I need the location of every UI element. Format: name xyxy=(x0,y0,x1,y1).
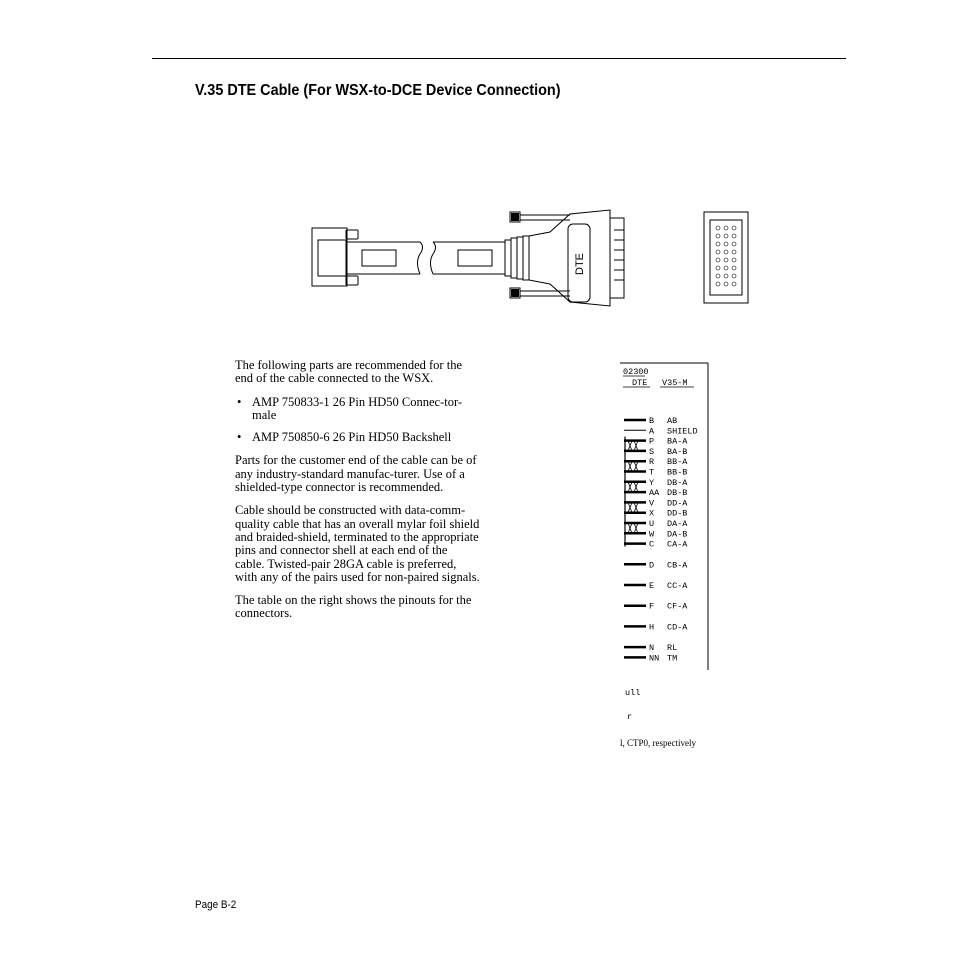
cable-illustration xyxy=(300,200,760,315)
page-number: Page B-2 xyxy=(195,899,237,911)
pinout-note: l, CTP0, respectively xyxy=(620,738,696,748)
pinout-table xyxy=(620,362,730,752)
signal-label: RL xyxy=(667,643,678,654)
pin-label: NN xyxy=(649,653,660,664)
pin-label: C xyxy=(649,539,655,550)
signal-label: CA-A xyxy=(667,539,688,550)
pin-label: AA xyxy=(649,488,660,499)
signal-label: BB-A xyxy=(667,457,688,468)
pin-label: N xyxy=(649,643,655,654)
pin-label: Y xyxy=(649,477,655,488)
signal-label: DD-A xyxy=(667,498,688,509)
pin-label: B xyxy=(649,416,655,426)
signal-label: BA-B xyxy=(667,446,688,457)
header-rule xyxy=(152,58,846,59)
list-item: • AMP 750850-6 26 Pin HD50 Backshell xyxy=(235,431,480,444)
signal-label: SHIELD xyxy=(667,426,698,437)
pin-label: E xyxy=(649,581,655,591)
signal-label: CC-A xyxy=(667,581,688,591)
pinout-note: ull xyxy=(625,688,641,698)
pin-label: H xyxy=(649,622,655,633)
pin-label: W xyxy=(649,529,655,540)
pin-label: R xyxy=(649,457,655,468)
signal-label: DA-A xyxy=(667,519,688,529)
pin-label: T xyxy=(649,467,655,478)
signal-label: BA-A xyxy=(667,436,688,447)
pin-label: V xyxy=(649,498,655,509)
paragraph: Cable should be constructed with data-comm-quality cable that has an overall mylar foil shield and braided-shield, terminated to the appropriate pins and connector shell at each end of the cable. Twisted-pair 28GA cable is preferred, with any of the pairs used for non-paired signals. xyxy=(235,503,480,584)
pin-label: P xyxy=(649,436,655,447)
pin-label: A xyxy=(649,426,655,437)
pinout-note: r xyxy=(627,712,633,722)
signal-label: CD-A xyxy=(667,622,688,633)
signal-label: DD-B xyxy=(667,508,688,519)
pin-label: U xyxy=(649,519,655,529)
signal-label: CB-A xyxy=(667,560,688,571)
parts-list xyxy=(235,396,480,445)
body-text xyxy=(235,359,480,631)
pinout-header-left: DTE xyxy=(632,378,648,388)
pin-label: S xyxy=(649,446,655,457)
list-item: • AMP 750833-1 26 Pin HD50 Connec-tor-male xyxy=(235,396,480,423)
pinout-header-right: V35-M xyxy=(662,378,688,388)
signal-label: CF-A xyxy=(667,601,688,612)
signal-label: TM xyxy=(667,653,678,664)
pin-face-view xyxy=(704,212,748,303)
paragraph: The table on the right shows the pinouts for the connectors. xyxy=(235,593,472,621)
pin-label: F xyxy=(649,601,655,612)
signal-label: AB xyxy=(667,416,678,426)
pin-label: D xyxy=(649,560,655,571)
signal-label: BB-B xyxy=(667,467,688,478)
signal-label: DB-A xyxy=(667,477,688,488)
pin-label: X xyxy=(649,508,655,519)
section-title: V.35 DTE Cable (For WSX-to-DCE Device Connection) xyxy=(195,82,561,99)
intro-paragraph: The following parts are recommended for the end of the cable connected to the WSX. xyxy=(235,358,462,386)
pinout-header-top: 02300 xyxy=(623,367,649,377)
dte-label: DTE xyxy=(574,253,586,275)
signal-label: DA-B xyxy=(667,529,688,540)
wsx-connector-body xyxy=(312,228,347,286)
paragraph: Parts for the customer end of the cable can be of any industry-standard manufac-turer. Use of a shielded-type connector is recommended. xyxy=(235,453,477,495)
signal-label: DB-B xyxy=(667,488,688,499)
